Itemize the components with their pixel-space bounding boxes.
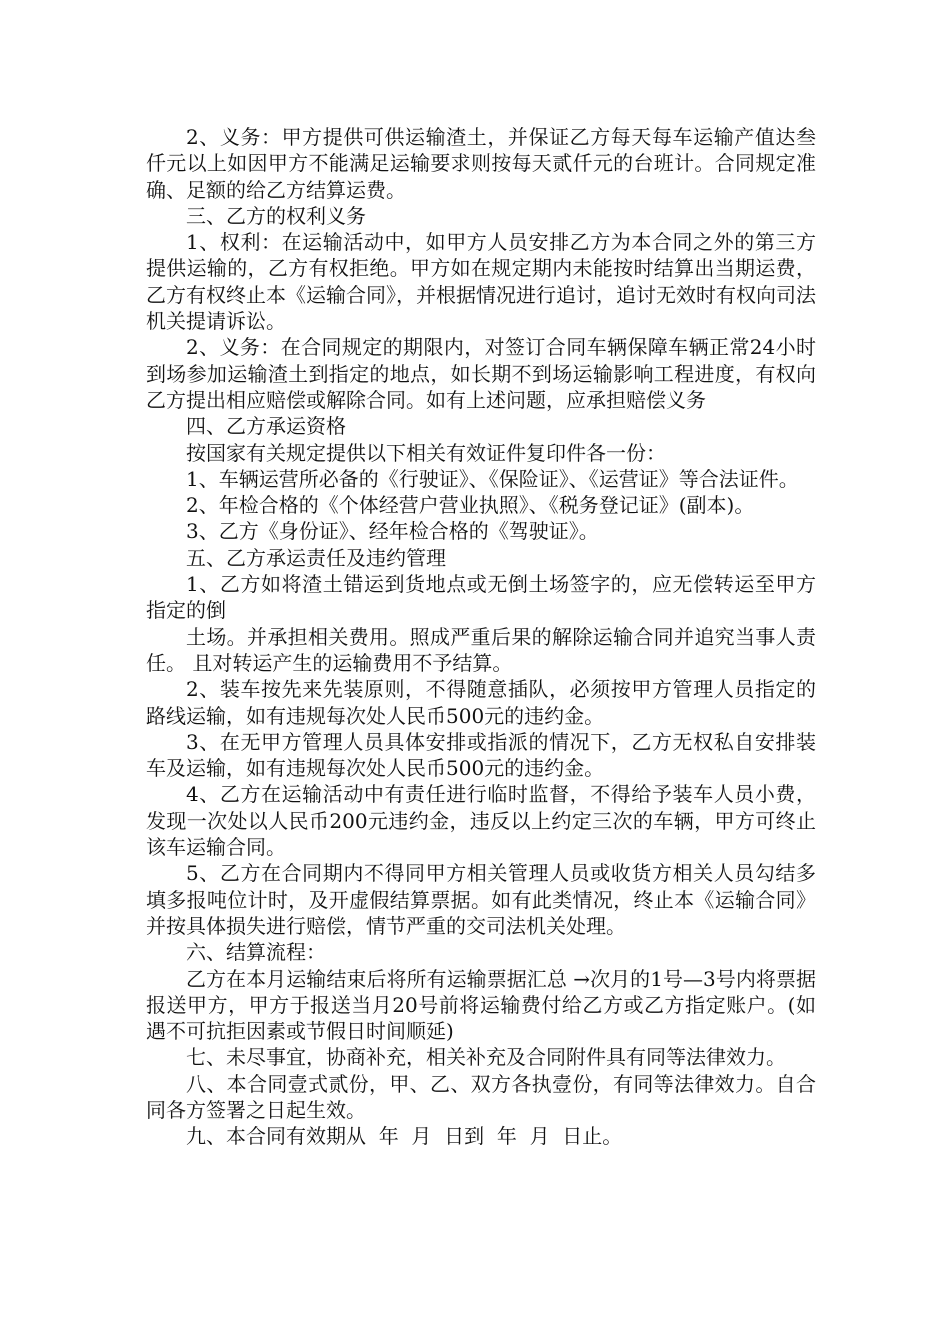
paragraph-liability-5: 5、乙方在合同期内不得同甲方相关管理人员或收货方相关人员勾结多填多报吨位计时，及开虚假结算票据。如有此类情况，终止本《运输合同》并按具体损失进行赔偿，情节严重的交司法机关处理。 <box>146 861 816 938</box>
paragraph-clause-7: 七、未尽事宜，协商补充，相关补充及合同附件具有同等法律效力。 <box>186 1045 786 1070</box>
paragraph-liability-2: 2、装车按先来先装原则，不得随意插队，必须按甲方管理人员指定的路线运输，如有违规每次处人民币500元的违约金。 <box>146 677 816 728</box>
paragraph-clause-8: 八、本合同壹式贰份，甲、乙、双方各执壹份，有同等法律效力。自合同各方签署之日起生效。 <box>146 1071 816 1122</box>
paragraph-liability-4: 4、乙方在运输活动中有责任进行临时监督，不得给予装车人员小费，发现一次处以人民币200元违约金，违反以上约定三次的车辆，甲方可终止该车运输合同。 <box>146 782 816 860</box>
document-page <box>146 124 816 1150</box>
paragraph-settlement: 乙方在本月运输结束后将所有运输票据汇总 →次月的1号—3号内将票据报送甲方，甲方于报送当月20号前将运输费付给乙方或乙方指定账户。(如遇不可抗拒因素或节假日时间顺延) <box>146 966 816 1044</box>
section-heading-settlement: 六、结算流程： <box>186 940 326 965</box>
section-heading-liability: 五、乙方承运责任及违约管理 <box>186 545 446 570</box>
paragraph-liability-1b: 土场。并承担相关费用。照成严重后果的解除运输合同并追究当事人责任。 且对转运产生的运输费用不予结算。 <box>146 624 816 675</box>
paragraph-qualification-1: 1、车辆运营所必备的《行驶证》、《保险证》、《运营证》等合法证件。 <box>186 466 799 491</box>
paragraph-qualification-intro: 按国家有关规定提供以下相关有效证件复印件各一份： <box>186 440 666 465</box>
paragraph-qualification-2: 2、年检合格的《个体经营户营业执照》、《税务登记证》(副本)。 <box>186 493 755 518</box>
paragraph-duty-party-b: 2、义务：在合同规定的期限内，对签订合同车辆保障车辆正常24小时到场参加运输渣土到指定的地点，如长期不到场运输影响工程进度，有权向乙方提出相应赔偿或解除合同。如有上述问题，应承担赔偿义务 <box>146 335 816 412</box>
paragraph-qualification-3: 3、乙方《身份证》、经年检合格的《驾驶证》。 <box>186 519 599 544</box>
paragraph-rights-party-b: 1、权利：在运输活动中，如甲方人员安排乙方为本合同之外的第三方提供运输的，乙方有权拒绝。甲方如在规定期内未能按时结算出当期运费，乙方有权终止本《运输合同》，并根据情况进行追讨，追讨无效时有权向司法机关提请诉讼。 <box>146 230 816 334</box>
section-heading-party-b-rights: 三、乙方的权利义务 <box>186 203 366 228</box>
section-heading-qualification: 四、乙方承运资格 <box>186 414 346 439</box>
paragraph-duty-party-a: 2、义务：甲方提供可供运输渣土，并保证乙方每天每车运输产值达叁仟元以上如因甲方不能满足运输要求则按每天贰仟元的台班计。合同规定准确、足额的给乙方结算运费。 <box>146 125 816 202</box>
paragraph-liability-3: 3、在无甲方管理人员具体安排或指派的情况下，乙方无权私自安排装车及运输，如有违规每次处人民币500元的违约金。 <box>146 729 816 781</box>
paragraph-liability-1a: 1、乙方如将渣土错运到货地点或无倒土场签字的，应无偿转运至甲方指定的倒 <box>146 572 816 623</box>
paragraph-clause-9: 九、本合同有效期从 年 月 日到 年 月 日止。 <box>186 1124 623 1149</box>
